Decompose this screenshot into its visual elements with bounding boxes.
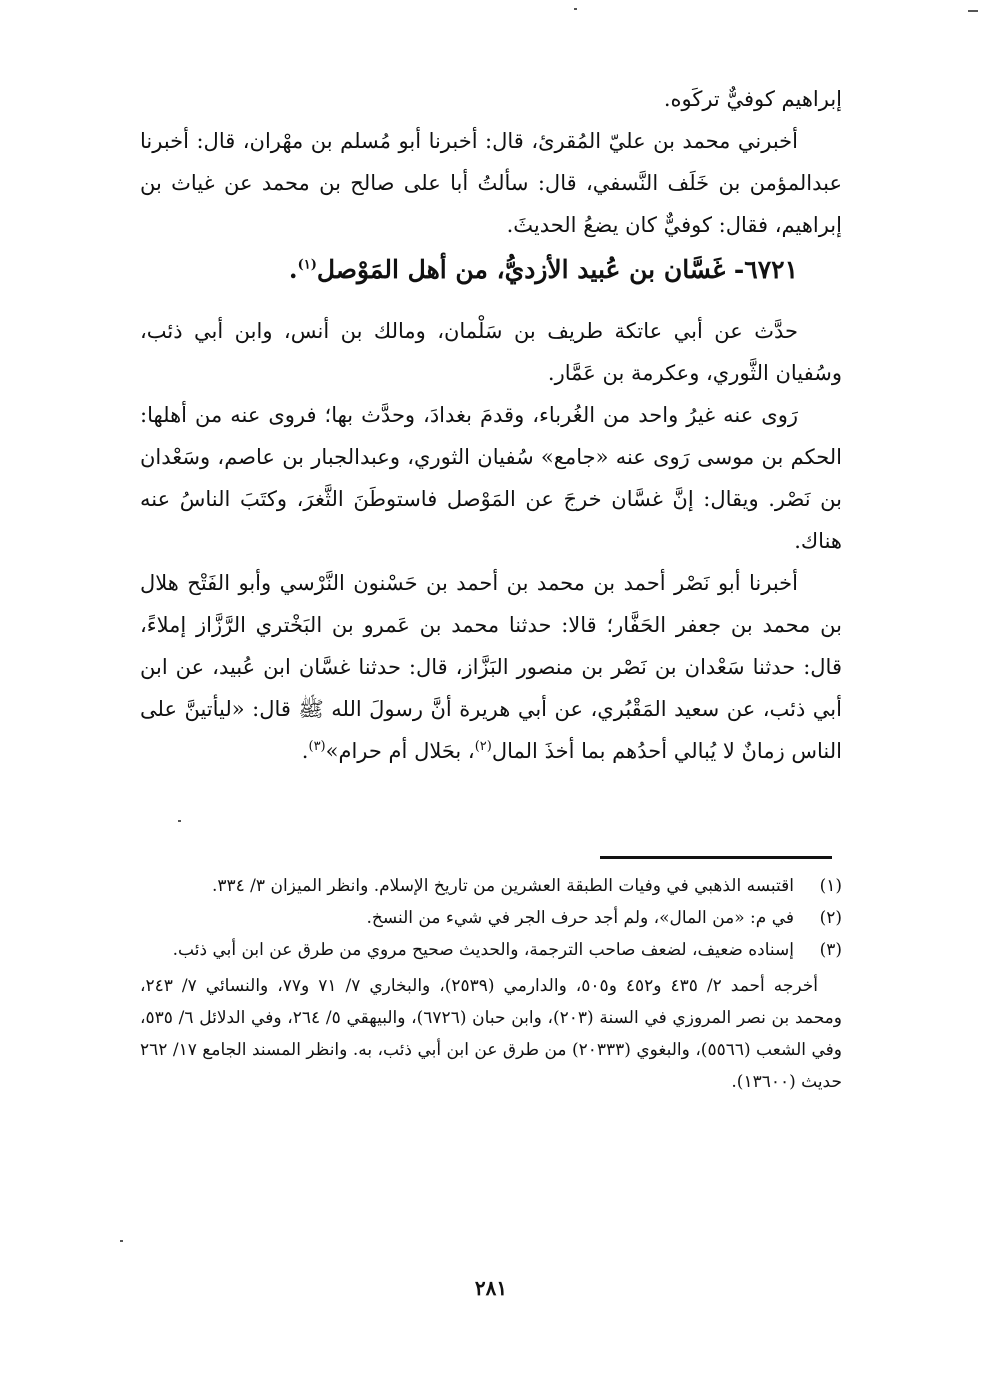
footnote-ref-1: (١) [297,257,317,273]
footnote-number: (٢) [819,908,842,928]
footnote-text: في م: «من المال»، ولم أجد حرف الجر في شيء من النسخ. [366,908,794,928]
footnote-text: اقتبسه الذهبي في وفيات الطبقة العشرين من تاريخ الإسلام. وانظر الميزان ٣/ ٣٣٤. [211,876,794,896]
paragraph-1: إبراهيم كوفيٌّ تركَوه. [663,87,842,111]
footnote-ref-3: (٣) [308,739,326,754]
paragraph-4: رَوى عنه غيرُ واحد من الغُرباء، وقدمَ بغدادَ، وحدَّث بها؛ فروى عنه من أهلها: الحكم بن موسى رَوى عنه «جامع» سُفيان الثوري، وعبدالجبار بن عاصم، وسَعْدان بن نَصْر. ويقال: إنَّ غسَّان خرجَ عن المَوْصل فاستوطَنَ الثَّغرَ، وكتَبَ الناسُ عنه هناك. [140,403,842,553]
footnote-1 [140,870,842,902]
entry-heading [140,248,842,292]
scan-speck [574,8,577,10]
footnote-number: (٣) [819,940,842,960]
footnote-separator [600,856,832,859]
paragraph-5-period: . [301,739,309,763]
paragraph-5 [140,562,842,772]
paragraph-2: أخبرني محمد بن عليّ المُقرئ، قال: أخبرنا أبو مُسلم بن مهْران، قال: أخبرنا عبدالمؤمن بن خَلَف النَّسفي، قال: سألتُ أبا على صالح بن محمد عن غياث بن إبراهيم، فقال: كوفيٌّ كان يضعُ الحديثَ. [140,129,842,237]
hadith-text-end: ، بحَلال أم حرام» [325,739,475,763]
footnote-text: إسناده ضعيف، لضعف صاحب الترجمة، والحديث صحيح مروي من طرق عن ابن أبي ذئب. [172,940,794,960]
footnote-ref-2: (٢) [474,739,492,754]
scan-speck [178,820,181,822]
footnotes [140,870,842,1098]
scan-speck [968,10,978,12]
scan-speck [120,1240,123,1242]
page-number: ٢٨١ [474,1276,508,1300]
footnote-2 [140,902,842,934]
heading-period: . [288,255,298,284]
footnote-number: (١) [819,876,842,896]
footnote-3 [140,934,842,966]
footnote-3-references: أخرجه أحمد ٢/ ٤٣٥ و٤٥٢ و٥٠٥، والدارمي (٢٥٣٩)، والبخاري ٧/ ٧١ و٧٧، والنسائي ٧/ ٢٤٣، ومحمد بن نصر المروزي في السنة (٢٠٣)، وابن حبان (٦٧٢٦)، والبيهقي ٥/ ٢٦٤، وفي الدلائل ٦/ ٥٣٥، وفي الشعب (٥٥٦٦)، والبغوي (٢٠٣٣٣) من طرق عن ابن أبي ذئب، به. وانظر المسند الجامع ١٧/ ٢٦٢ حديث (١٣٦٠٠). [140,976,842,1092]
hadith-isnad: أخبرنا أبو نَصْر أحمد بن محمد بن أحمد بن حَسْنون النَّرْسي وأبو الفَتْح هلال بن محمد بن جعفر الحَفَّار؛ قالا: حدثنا محمد بن عَمرو بن البَخْتري الرَّزَّاز إملاءً، قال: حدثنا سَعْدان بن نَصْر بن منصور البَزَّاز، قال: حدثنا غسَّان ابن عُبيد، عن ابن أبي ذئب، عن سعيد المَقْبُري، عن أبي هريرة أنَّ رسولَ الله ﷺ قال: «ليأتينَّ على الناس زمانٌ لا يُبالي أحدُهم بما أخذَ المال [140,571,842,763]
paragraph-3: حدَّث عن أبي عاتكة طريف بن سَلْمان، ومالك بن أنس، وابن أبي ذئب، وسُفيان الثَّوري، وعكرمة بن عَمَّار. [140,319,842,385]
entry-heading-text: ٦٧٢١- غَسَّان بن عُبيد الأزديُّ، من أهل المَوْصل [316,255,798,284]
main-text [140,78,842,772]
